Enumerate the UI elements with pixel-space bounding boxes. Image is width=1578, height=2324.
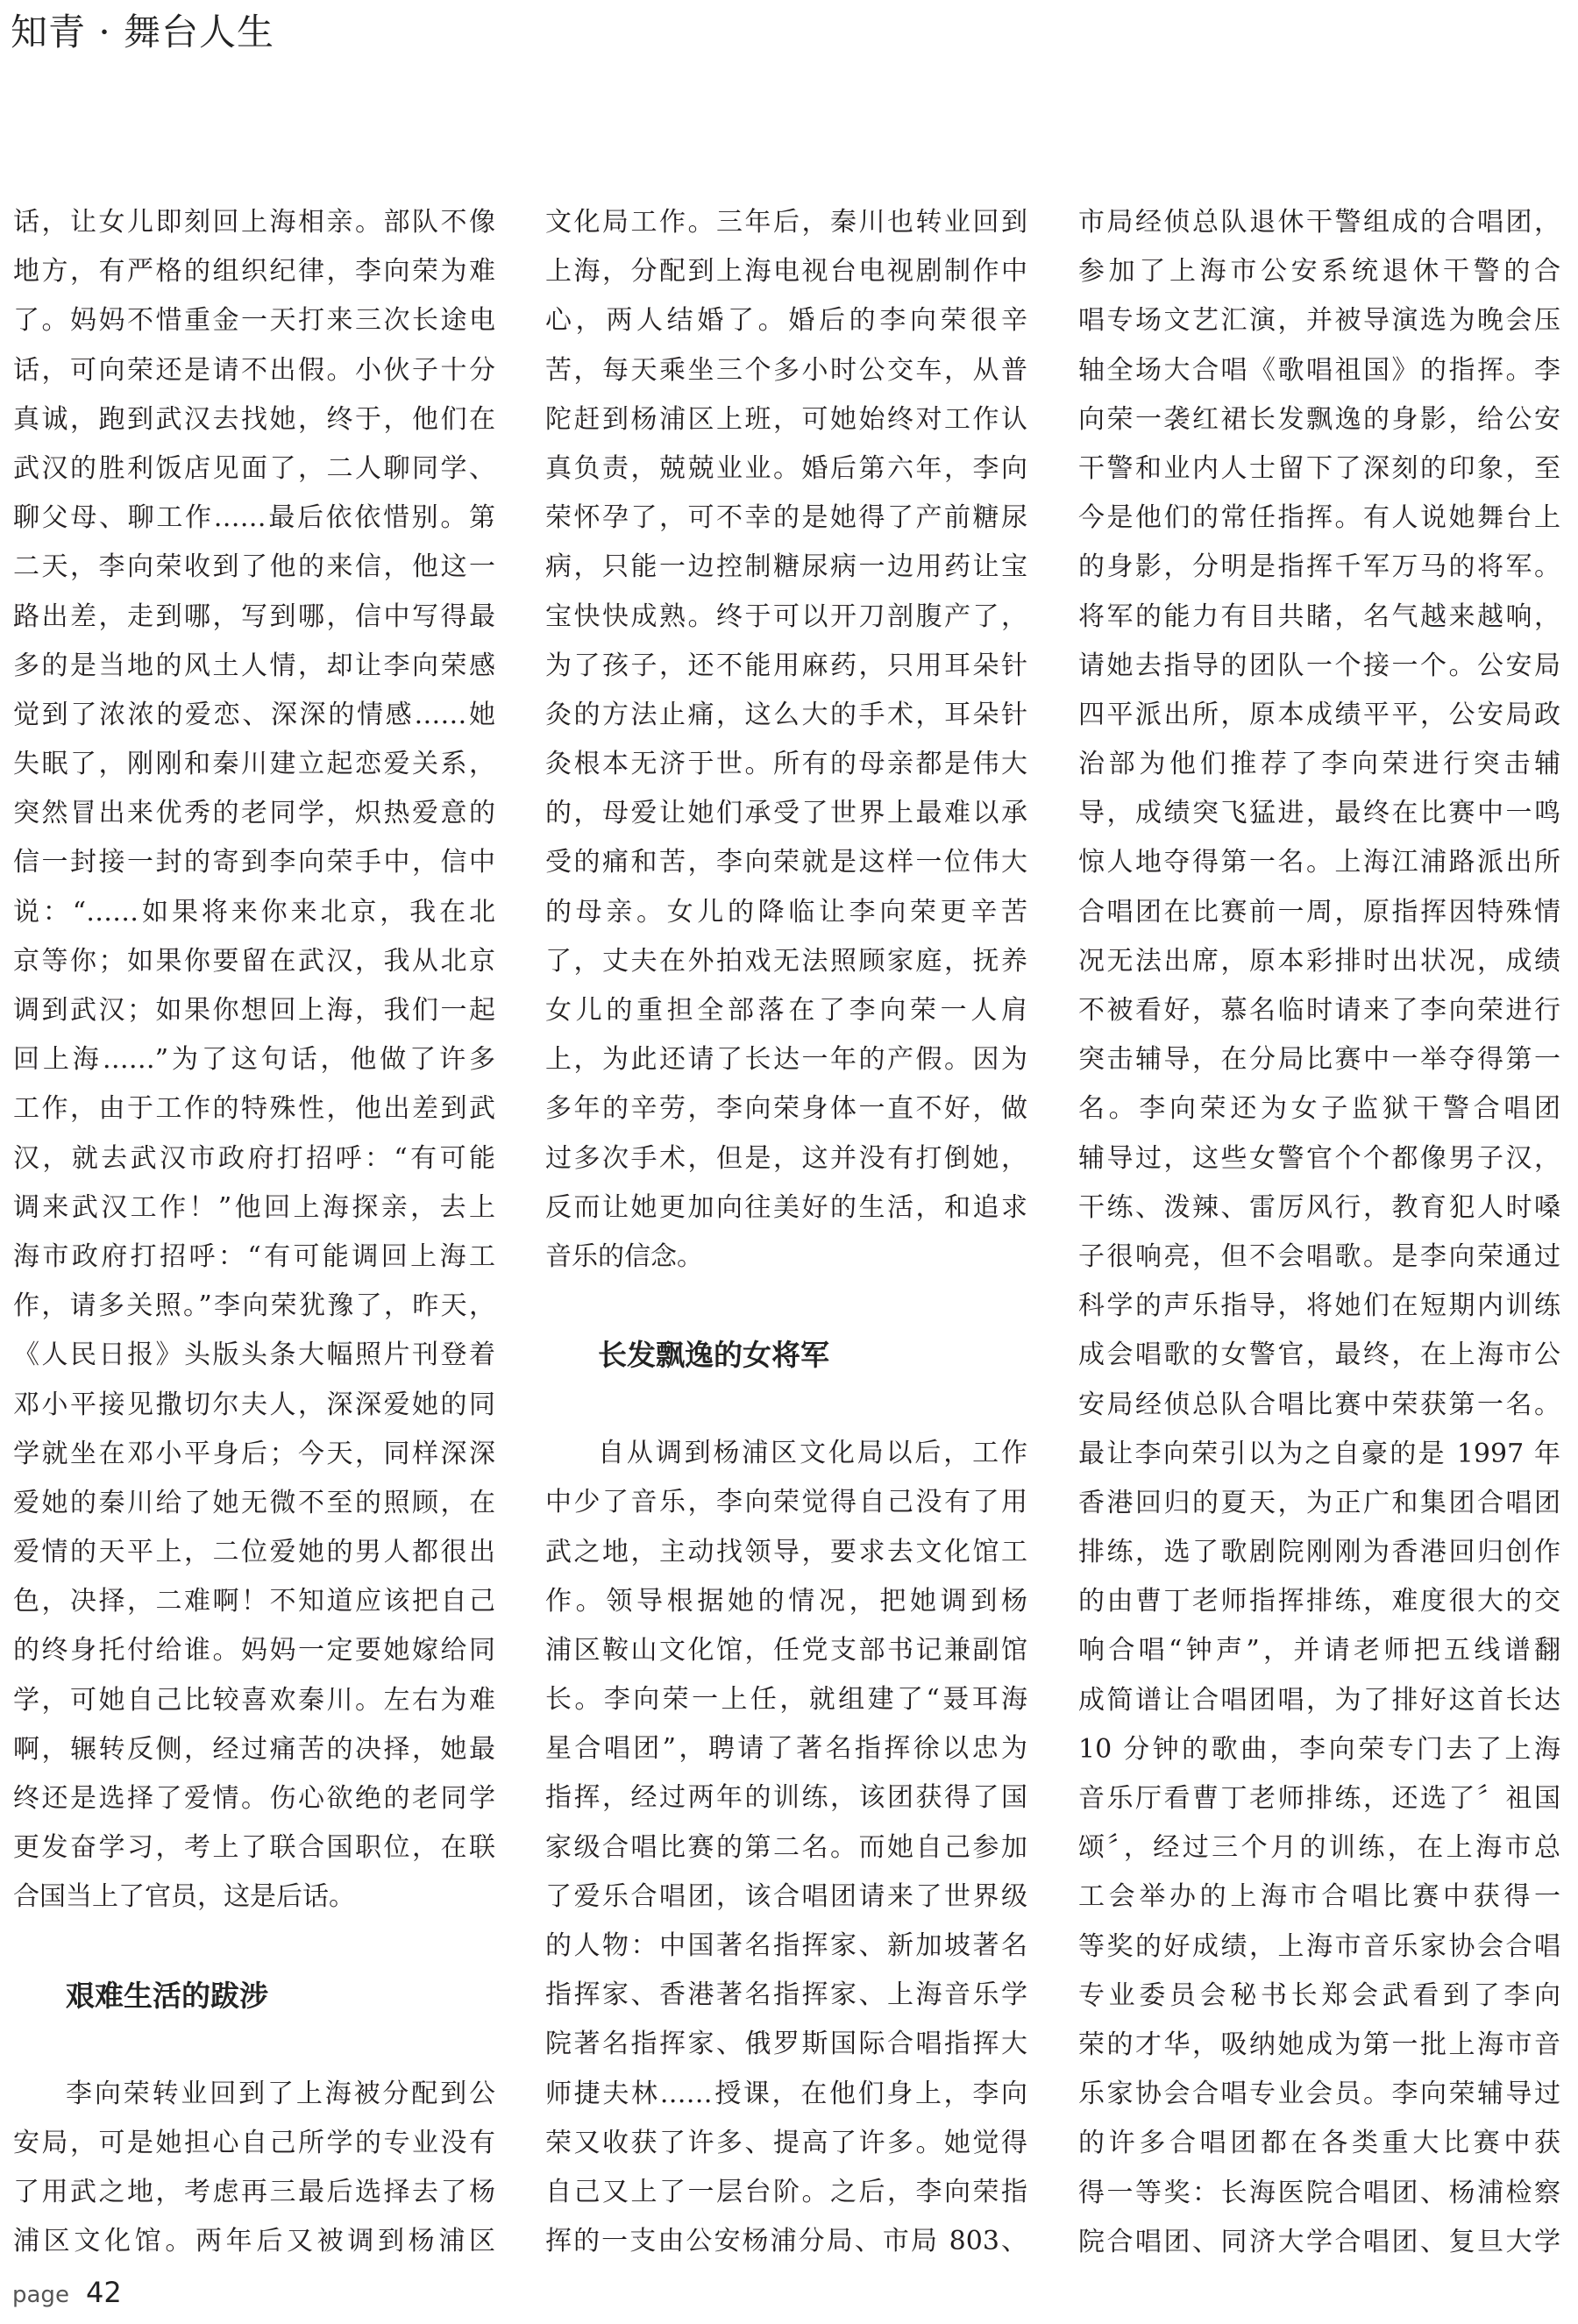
text-line: 的终身托付给谁。妈妈一定要她嫁给同 [13,1635,495,1667]
text-line: 子很响亮，但不会唱歌。是李向荣通过 [1078,1240,1560,1272]
text-line: 调来武汉工作！”他回上海探亲，去上 [13,1191,495,1223]
text-line: 病，只能一边控制糖尿病一边用药让宝 [545,551,1027,583]
text-line: 干警和业内人士留下了深刻的印象，至 [1078,452,1560,484]
spacer [13,1922,495,1972]
text-line: 况无法出席，原本彩排时出状况，成绩 [1078,945,1560,977]
text-line: 了，丈夫在外拍戏无法照顾家庭，抚养 [545,945,1027,977]
spacer [545,1380,1027,1429]
page-label: page [12,2282,69,2308]
text-line: 调到武汉；如果你想回上海，我们一起 [13,995,495,1026]
text-line: 反而让她更加向往美好的生活，和追求 [545,1191,1027,1223]
text-line: 李向荣转业回到了上海被分配到公 [66,2078,495,2109]
text-line: 颂〞，经过三个月的训练，在上海市总 [1078,1832,1560,1864]
text-line: 浦区鞍山文化馆，任党支部书记兼副馆 [545,1634,1027,1666]
text-line: 今是他们的常任指挥。有人说她舞台上 [1078,502,1560,534]
text-line: 的人物：中国著名指挥家、新加坡著名 [545,1930,1027,1961]
text-line: 荣又收获了许多、提高了许多。她觉得 [545,2127,1027,2158]
text-line: 灸根本无济于世。所有的母亲都是伟大 [545,749,1027,780]
text-line: 了。妈妈不惜重金一天打来三次长途电 [13,305,495,337]
text-line: 学就坐在邓小平身后；今天，同样深深 [13,1438,495,1469]
text-line: 路出差，走到哪，写到哪，信中写得最 [13,601,495,632]
text-line: 更发奋学习，考上了联合国职位，在联 [13,1832,495,1864]
text-line: 文化局工作。三年后，秦川也转业回到 [545,207,1027,238]
text-line: 惊人地夺得第一名。上海江浦路派出所 [1078,847,1560,878]
section-heading: 艰难生活的跋涉 [66,1978,268,2013]
article-column-2 [545,198,1027,2266]
paragraph [545,198,1027,1282]
text-line: 四平派出所，原本成绩平平，公安局政 [1078,699,1560,730]
text-line: 的由曹丁老师指挥排练，难度很大的交 [1078,1586,1560,1617]
text-line: 长。李向荣一上任，就组建了“聂耳海 [545,1684,1027,1716]
text-line: 话，让女儿即刻回上海相亲。部队不像 [13,207,495,238]
text-line: 安局，可是她担心自己所学的专业没有 [13,2127,495,2158]
text-line: 过多次手术，但是，这并没有打倒她， [545,1142,1027,1174]
text-line: 汉，就去武汉市政府打招呼：“有可能 [13,1142,495,1174]
text-line: 挥的一支由公安杨浦分局、市局 803、 [545,2226,1027,2257]
text-line: 话，可向荣还是请不出假。小伙子十分 [13,354,495,386]
text-line: 京等你；如果你要留在武汉，我从北京 [13,945,495,977]
text-line: 星合唱团”，聘请了著名指挥徐以忠为 [545,1733,1027,1765]
text-line: 作，请多关照。”李向荣犹豫了，昨天， [13,1290,495,1322]
text-line: 市局经侦总队退休干警组成的合唱团， [1078,207,1560,238]
text-line: 荣怀孕了，可不幸的是她得了产前糖尿 [545,502,1027,534]
text-line: 了用武之地，考虑再三最后选择去了杨 [13,2176,495,2207]
text-line: 回上海……”为了这句话，他做了许多 [13,1044,495,1076]
text-line: 成简谱让合唱团唱，为了排好这首长达 [1078,1684,1560,1716]
section-title: 知青 · 舞台人生 [11,11,275,53]
text-line: 苦，每天乘坐三个多小时公交车，从普 [545,354,1027,386]
text-line: 乐家协会合唱专业会员。李向荣辅导过 [1078,2079,1560,2110]
text-line: 多年的辛劳，李向荣身体一直不好，做 [545,1093,1027,1125]
text-line: 真负责，兢兢业业。婚后第六年，李向 [545,452,1027,484]
text-line: 参加了上海市公安系统退休干警的合 [1078,256,1560,288]
text-line: 成会唱歌的女警官，最终，在上海市公 [1078,1340,1560,1371]
text-line: 院合唱团、同济大学合唱团、复旦大学 [1078,2226,1560,2257]
text-line: 轴全场大合唱《歌唱祖国》的指挥。李 [1078,354,1560,386]
text-line: 的许多合唱团都在各类重大比赛中获 [1078,2128,1560,2159]
paragraph [1078,198,1560,2267]
text-line: 自己又上了一层台阶。之后，李向荣指 [545,2176,1027,2207]
text-line: 啊，辗转反侧，经过痛苦的决择，她最 [13,1733,495,1765]
text-line: 为了孩子，还不能用麻药，只用耳朵针 [545,650,1027,681]
text-line: 辅导过，这些女警官个个都像男子汉， [1078,1142,1560,1174]
text-line: 香港回归的夏天，为正广和集团合唱团 [1078,1487,1560,1518]
spacer [545,1282,1027,1331]
page-footer [12,2276,122,2309]
text-line: 将军的能力有目共睹，名气越来越响， [1078,601,1560,632]
paragraph [13,198,495,1922]
article-column-1 [13,198,495,2266]
text-line: 指挥，经过两年的训练，该团获得了国 [545,1782,1027,1814]
text-line: 等奖的好成绩，上海市音乐家协会合唱 [1078,1930,1560,1962]
text-line: 治部为他们推荐了李向荣进行突击辅 [1078,749,1560,780]
text-line: 向荣一袭红裙长发飘逸的身影，给公安 [1078,403,1560,435]
text-line: 中少了音乐，李向荣觉得自己没有了用 [545,1487,1027,1518]
text-line: 二天，李向荣收到了他的来信，他这一 [13,551,495,583]
text-line: 响合唱“钟声”，并请老师把五线谱翻 [1078,1635,1560,1667]
text-line: 色，决择，二难啊！不知道应该把自己 [13,1586,495,1617]
text-line: 武汉的胜利饭店见面了，二人聊同学、 [13,452,495,484]
text-line: 心，两人结婚了。婚后的李向荣很辛 [545,305,1027,337]
text-line: 邓小平接见撒切尔夫人，深深爱她的同 [13,1389,495,1420]
text-line: 地方，有严格的组织纪律，李向荣为难 [13,256,495,288]
text-line: 安局经侦总队合唱比赛中荣获第一名。 [1078,1389,1560,1420]
text-line: 灸的方法止痛，这么大的手术，耳朵针 [545,699,1027,730]
text-line: 多的是当地的风土人情，却让李向荣感 [13,650,495,681]
text-line: 突击辅导，在分局比赛中一举夺得第一 [1078,1044,1560,1076]
text-line: 的母亲。女儿的降临让李向荣更辛苦 [545,896,1027,927]
text-line: 浦区文化馆。两年后又被调到杨浦区 [13,2226,495,2257]
text-line: 10 分钟的歌曲，李向荣专门去了上海 [1078,1733,1560,1765]
text-line: 工作，由于工作的特殊性，他出差到武 [13,1093,495,1125]
text-line: 聊父母、聊工作……最后依依惜别。第 [13,502,495,534]
text-line: 排练，选了歌剧院刚刚为香港回归创作 [1078,1537,1560,1568]
text-line: 突然冒出来优秀的老同学，炽热爱意的 [13,798,495,829]
text-line: 师捷夫林……授课，在他们身上，李向 [545,2078,1027,2109]
text-line: 合唱团在比赛前一周，原指挥因特殊情 [1078,896,1560,927]
text-line: 了爱乐合唱团，该合唱团请来了世界级 [545,1880,1027,1912]
text-line: 名。李向荣还为女子监狱干警合唱团 [1078,1093,1560,1125]
text-line: 作。领导根据她的情况，把她调到杨 [545,1585,1027,1617]
spacer [13,2021,495,2070]
text-line: 信一封接一封的寄到李向荣手中，信中 [13,847,495,878]
text-line: 导，成绩突飞猛进，最终在比赛中一鸣 [1078,798,1560,829]
text-line: 受的痛和苦，李向荣就是这样一位伟大 [545,847,1027,878]
text-line: 武之地，主动找领导，要求去文化馆工 [545,1536,1027,1567]
article-column-3 [1078,198,1560,2267]
section-heading: 长发飘逸的女将军 [598,1338,829,1373]
paragraph [13,2070,495,2267]
text-line: 专业委员会秘书长郑会武看到了李向 [1078,1979,1560,2011]
text-line: 最让李向荣引以为之自豪的是 1997 年 [1078,1438,1560,1469]
text-line: 《人民日报》头版头条大幅照片刊登着 [13,1340,495,1371]
text-line: 得一等奖：长海医院合唱团、杨浦检察 [1078,2177,1560,2208]
text-line: 自从调到杨浦区文化局以后，工作 [598,1438,1027,1469]
text-line: 唱专场文艺汇演，并被导演选为晚会压 [1078,305,1560,337]
text-line: 干练、泼辣、雷厉风行，教育犯人时嗓 [1078,1191,1560,1223]
text-line: 真诚，跑到武汉去找她，终于，他们在 [13,403,495,435]
page-number: 42 [86,2276,122,2309]
text-line: 陀赶到杨浦区上班，可她始终对工作认 [545,403,1027,435]
text-line: 海市政府打招呼：“有可能调回上海工 [13,1240,495,1272]
text-line: 的，母爱让她们承受了世界上最难以承 [545,798,1027,829]
text-line: 说：“……如果将来你来北京，我在北 [13,896,495,927]
text-line: 的身影，分明是指挥千军万马的将军。 [1078,551,1560,583]
text-line: 爱她的秦川给了她无微不至的照顾，在 [13,1487,495,1518]
text-line: 指挥家、香港著名指挥家、上海音乐学 [545,1979,1027,2011]
text-line: 失眠了，刚刚和秦川建立起恋爱关系， [13,749,495,780]
text-line: 女儿的重担全部落在了李向荣一人肩 [545,995,1027,1026]
text-line: 上，为此还请了长达一年的产假。因为 [545,1044,1027,1076]
text-line: 宝快快成熟。终于可以开刀剖腹产了， [545,601,1027,632]
text-line: 觉到了浓浓的爱恋、深深的情感……她 [13,699,495,730]
text-line: 院著名指挥家、俄罗斯国际合唱指挥大 [545,2029,1027,2060]
text-line: 音乐厅看曹丁老师排练，还选了〞祖国 [1078,1783,1560,1814]
text-line: 合国当上了官员，这是后话。 [13,1881,355,1913]
text-line: 上海，分配到上海电视台电视剧制作中 [545,256,1027,288]
text-line: 请她去指导的团队一个接一个。公安局 [1078,650,1560,681]
text-line: 音乐的信念。 [545,1240,703,1272]
text-line: 家级合唱比赛的第二名。而她自己参加 [545,1831,1027,1863]
text-line: 终还是选择了爱情。伤心欲绝的老同学 [13,1783,495,1814]
text-line: 不被看好，慕名临时请来了李向荣进行 [1078,995,1560,1026]
paragraph [545,1429,1027,2266]
text-line: 学，可她自己比较喜欢秦川。左右为难 [13,1684,495,1716]
text-line: 科学的声乐指导，将她们在短期内训练 [1078,1290,1560,1322]
text-line: 荣的才华，吸纳她成为第一批上海市音 [1078,2029,1560,2060]
text-line: 工会举办的上海市合唱比赛中获得一 [1078,1881,1560,1913]
text-line: 爱情的天平上，二位爱她的男人都很出 [13,1537,495,1568]
